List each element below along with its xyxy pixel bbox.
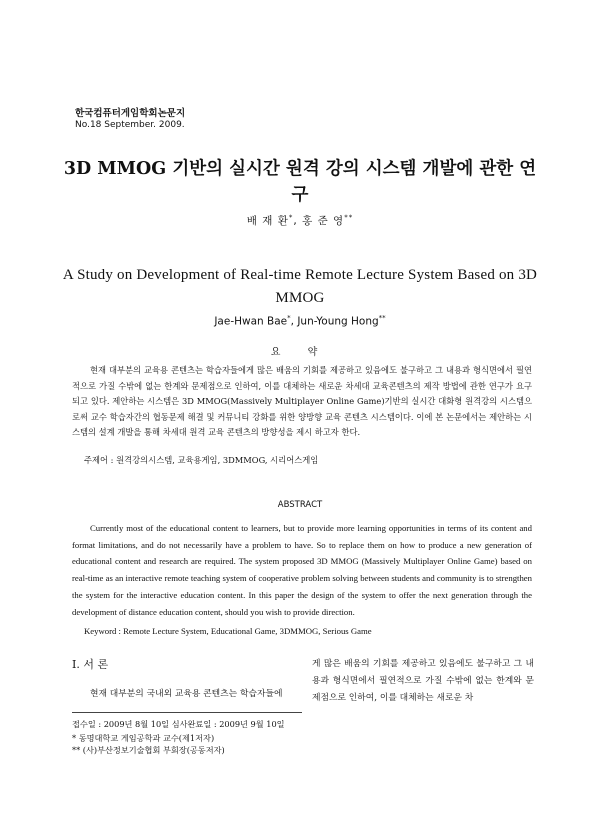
author-1-en: Jae-Hwan Bae: [214, 315, 288, 328]
korean-keywords: 주제어 : 원격강의시스템, 교육용게임, 3DMMOG, 시리어스게임: [84, 455, 319, 465]
korean-title: 3D MMOG 기반의 실시간 원격 강의 시스템 개발에 관한 연구: [63, 159, 537, 205]
english-keywords: Keyword : Remote Lecture System, Educational Game, 3DMMOG, Serious Game: [84, 626, 372, 636]
intro-right-column: 게 많은 배움의 기회를 제공하고 있음에도 불구하고 그 내용과 형식면에서 필연적으로 가질 수밖에 없는 한계와 문제점으로 인하여, 이를 대체하는 새로운 차: [312, 659, 534, 703]
author-1-ko: 배 재 환: [246, 215, 289, 227]
author-1-en-mark: *: [287, 314, 291, 322]
korean-abstract-heading: 요 약: [270, 347, 330, 358]
author-2-ko: 홍 준 영: [302, 215, 345, 227]
footnote-divider: [72, 712, 302, 713]
journal-name: 한국컴퓨터게임학회논문지: [75, 108, 186, 119]
english-abstract-body: Currently most of the educational content to learners, but to provide more learning opportunities in terms of its content and format limitations, and do not necessarily have a problem to have. So to replace them on how to produce a new generation of educational content and research are required. The system proposed 3D MMOG (Massively Multiplayer Online Game) based on real-time as an interactive remote teaching system of cooperative problem solving between students and community is to strengthen the system for the interactive education content. In this paper the design of the system to offer the next generation through the development of distance education content, should you wish to provide direction.: [72, 523, 532, 617]
english-authors: [60, 314, 540, 328]
author-en-separator: ,: [290, 315, 298, 328]
author-2-mark: **: [344, 213, 354, 222]
author-2-en: Jun-Young Hong: [297, 315, 379, 328]
author-2-en-mark: **: [378, 314, 386, 322]
issue-info: No.18 September. 2009.: [75, 120, 185, 130]
intro-left-column: 현재 대부분의 국내외 교육용 콘텐츠는 학습자들에: [90, 689, 283, 699]
footnote-author-2: ** (사)부산정보기술협회 부회장(공동저자): [72, 745, 225, 755]
footnote-author-1: * 동명대학교 게임공학과 교수(제1저자): [72, 733, 215, 743]
english-title: A Study on Development of Real-time Remote Lecture System Based on 3D MMOG: [62, 267, 538, 306]
korean-authors: [60, 213, 540, 228]
english-abstract-heading: ABSTRACT: [277, 500, 323, 510]
footnote-dates: 접수일 : 2009년 8월 10일 심사완료일 : 2009년 9월 10일: [72, 719, 285, 729]
section-heading-introduction: Ⅰ. 서 론: [72, 658, 109, 671]
author-1-mark: *: [288, 213, 294, 222]
korean-abstract-body: 현재 대부분의 교육용 콘텐츠는 학습자들에게 많은 배움의 기회를 제공하고 있음에도 불구하고 그 내용과 형식면에서 필연적으로 가질 수밖에 없는 한계와 문제점으로 인하여, 이를 대체하는 새로운 차세대 교육콘텐츠의 제작 방법에 관한 연구가 요구되고 있다. 제안하는 시스템은 3D MMOG(Massively Multiplayer Online Game)기반의 실시간 대화형 원격강의 시스템으로써 교수 학습자간의 협동문제 해결 및 커뮤니티 강화를 위한 양방향 교육 콘텐츠 시스템이다. 이에 본 논문에서는 제안하는 시스템의 설계 개발을 통해 차세대 원격 교육 콘텐츠의 방향성을 제시 하고자 한다.: [72, 365, 532, 437]
author-separator: ,: [293, 215, 303, 227]
